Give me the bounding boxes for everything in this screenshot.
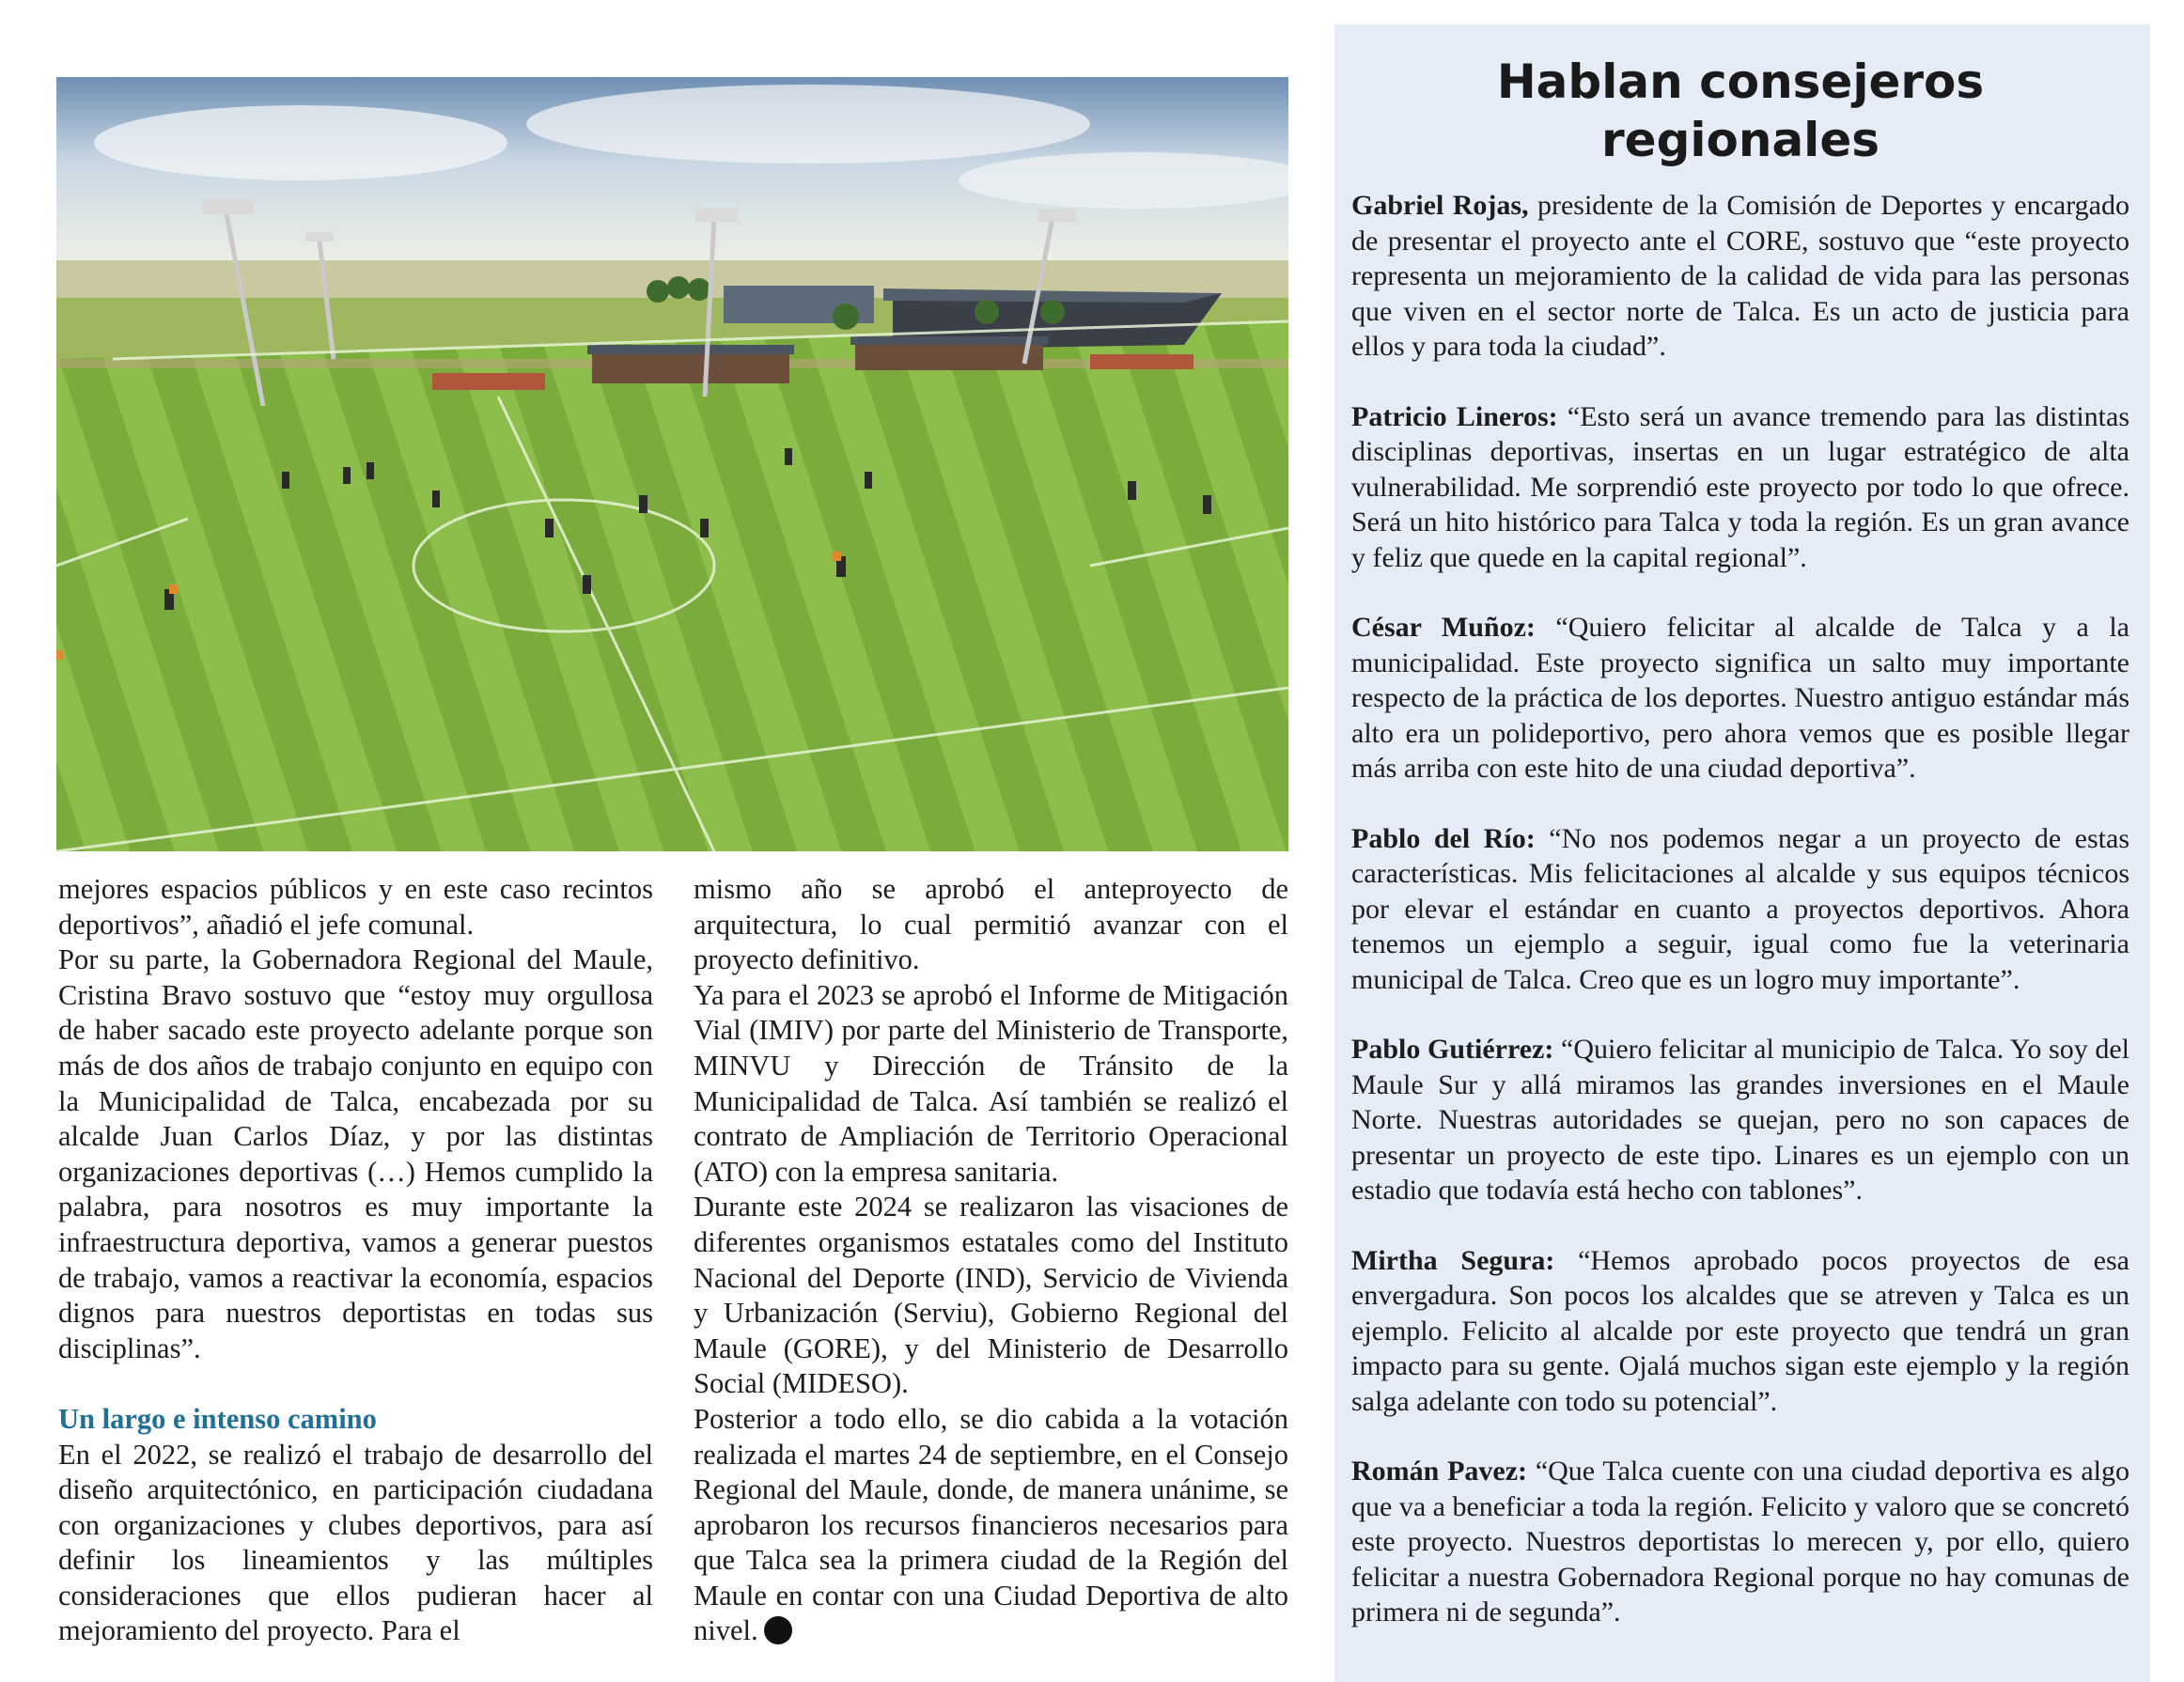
end-of-article-icon	[764, 1616, 792, 1644]
quote-author: Gabriel Rojas,	[1351, 190, 1529, 221]
quote-text: “Quiero felicitar al alcalde de Talca y a la municipalidad. Este proyecto significa un salto muy importante respecto de la práctica de los deportes. Nuestro antiguo estándar más alto era un polideportivo, pero ahora vemos que es posible llegar más arriba con este hito de una ciudad deportiva”.	[1351, 612, 2129, 784]
paragraph-final	[694, 1402, 1288, 1649]
sidebar-box	[1334, 24, 2150, 1682]
quote-author: Pablo Gutiérrez:	[1351, 1034, 1554, 1065]
quote-item	[1351, 1032, 2129, 1208]
quote-item	[1351, 1454, 2129, 1630]
paragraph-final-text: Posterior a todo ello, se dio cabida a la votación realizada el martes 24 de septiembre, en el Consejo Regional del Maule, donde, de manera unánime, se aprobaron los recursos financieros necesarios para que Talca sea la primera ciudad de la Región del Maule en contar con una Ciudad Deportiva de alto nivel.	[694, 1402, 1288, 1647]
article-column-middle	[694, 872, 1288, 1649]
quote-author: Patricio Lineros:	[1351, 400, 1558, 432]
paragraph: mismo año se aprobó el anteproyecto de arquitectura, lo cual permitió avanzar con el proyecto definitivo.	[694, 873, 1288, 976]
paragraph: Ya para el 2023 se aprobó el Informe de Mitigación Vial (IMIV) por parte del Ministerio de Transporte, MINVU y Dirección de Tránsito de la Municipalidad de Talca. Así también se realizó el contrato de Ampliación de Territorio Operacional (ATO) con la empresa sanitaria.	[694, 978, 1288, 1188]
section-subheading: Un largo e intenso camino	[58, 1402, 377, 1435]
quote-item	[1351, 399, 2129, 576]
quote-item	[1351, 610, 2129, 786]
quote-text: “Quiero felicitar al municipio de Talca. Yo soy del Maule Sur y allá miramos las grandes inversiones en el Maule Norte. Nuestras autoridades se quejan, pero no son capaces de presentar un proyecto de este tipo. Linares es un ejemplo con un estadio que todavía está hecho con tablones”.	[1351, 1034, 2129, 1206]
article-photo	[56, 77, 1288, 851]
quote-item	[1351, 188, 2129, 365]
paragraph: Por su parte, la Gobernadora Regional del Maule, Cristina Bravo sostuvo que “estoy muy orgullosa de haber sacado este proyecto adelante porque son más de dos años de trabajo conjunto en equipo con la Municipalidad de Talca, encabezada por su alcalde Juan Carlos Díaz, y por las distintas organizaciones deportivas (…) Hemos cumplido la palabra, para nosotros es muy importante la infraestructura deportiva, vamos a generar puestos de trabajo, vamos a reactivar la economía, espacios dignos para nuestros deportistas en todas sus disciplinas”.	[58, 943, 653, 1364]
quote-author: César Muñoz:	[1351, 612, 1536, 643]
sports-complex-render	[56, 77, 1288, 851]
quote-text: “Esto será un avance tremendo para las distintas disciplinas deportivas, insertas en un lugar estratégico de alta vulnerabilidad. Me sorprendió este proyecto por todo lo que ofrece. Será un hito histórico para Talca y toda la región. Es un gran avance y feliz que quede en la capital regional”.	[1351, 400, 2129, 573]
sidebar-title: Hablan consejeros regionales	[1496, 55, 1985, 167]
quote-author: Román Pavez:	[1351, 1456, 1528, 1487]
quote-item	[1351, 821, 2129, 998]
quote-text: “Que Talca cuente con una ciudad deportiva es algo que va a beneficiar a toda la región. Felicito y valoro que se concretó este proyecto. Nuestros deportistas lo merecen y, por ello, quiero felicitar a nuestra Gobernadora Regional porque no hay comunas de primera ni de segunda”.	[1351, 1456, 2130, 1627]
quote-text: “No nos podemos negar a un proyecto de estas características. Mis felicitaciones al alcalde y sus equipos técnicos por elevar el estándar en cuanto a proyectos deportivos. Ahora tenemos un ejemplo a seguir, igual como fue la veterinaria municipal de Talca. Creo que es un logro muy importante”.	[1351, 822, 2129, 995]
paragraph: mejores espacios públicos y en este caso recintos deportivos”, añadió el jefe comunal.	[58, 873, 653, 941]
quote-author: Pablo del Río:	[1351, 822, 1536, 854]
article-column-left	[58, 872, 653, 1649]
quote-text: presidente de la Comisión de Deportes y encargado de presentar el proyecto ante el CORE, sostuvo que “este proyecto representa un mejoramiento de la calidad de vida para las personas que viven en el sector norte de Talca. Es un acto de justicia para ellos y para toda la ciudad”.	[1351, 190, 2130, 362]
paragraph: Durante este 2024 se realizaron las visaciones de diferentes organismos estatales como del Instituto Nacional del Deporte (IND), Servicio de Vivienda y Urbanización (Serviu), Gobierno Regional del Maule (GORE), y del Ministerio de Desarrollo Social (MIDESO).	[694, 1191, 1288, 1400]
quote-text: “Hemos aprobado pocos proyectos de esa envergadura. Son pocos los alcaldes que se atreven y Talca es un ejemplo. Felicito al alcalde por este proyecto que tendrá un gran impacto para su gente. Ojalá muchos sigan este ejemplo y la región salga adelante con todo su potencial”.	[1351, 1244, 2129, 1417]
quote-author: Mirtha Segura:	[1351, 1244, 1555, 1276]
paragraph: En el 2022, se realizó el trabajo de desarrollo del diseño arquitectónico, en participación ciudadana con organizaciones y clubes deportivos, para así definir los lineamientos y las múltiples consideraciones que ellos pudieran hacer al mejoramiento del proyecto. Para el	[58, 1438, 653, 1647]
quote-item	[1351, 1243, 2129, 1420]
